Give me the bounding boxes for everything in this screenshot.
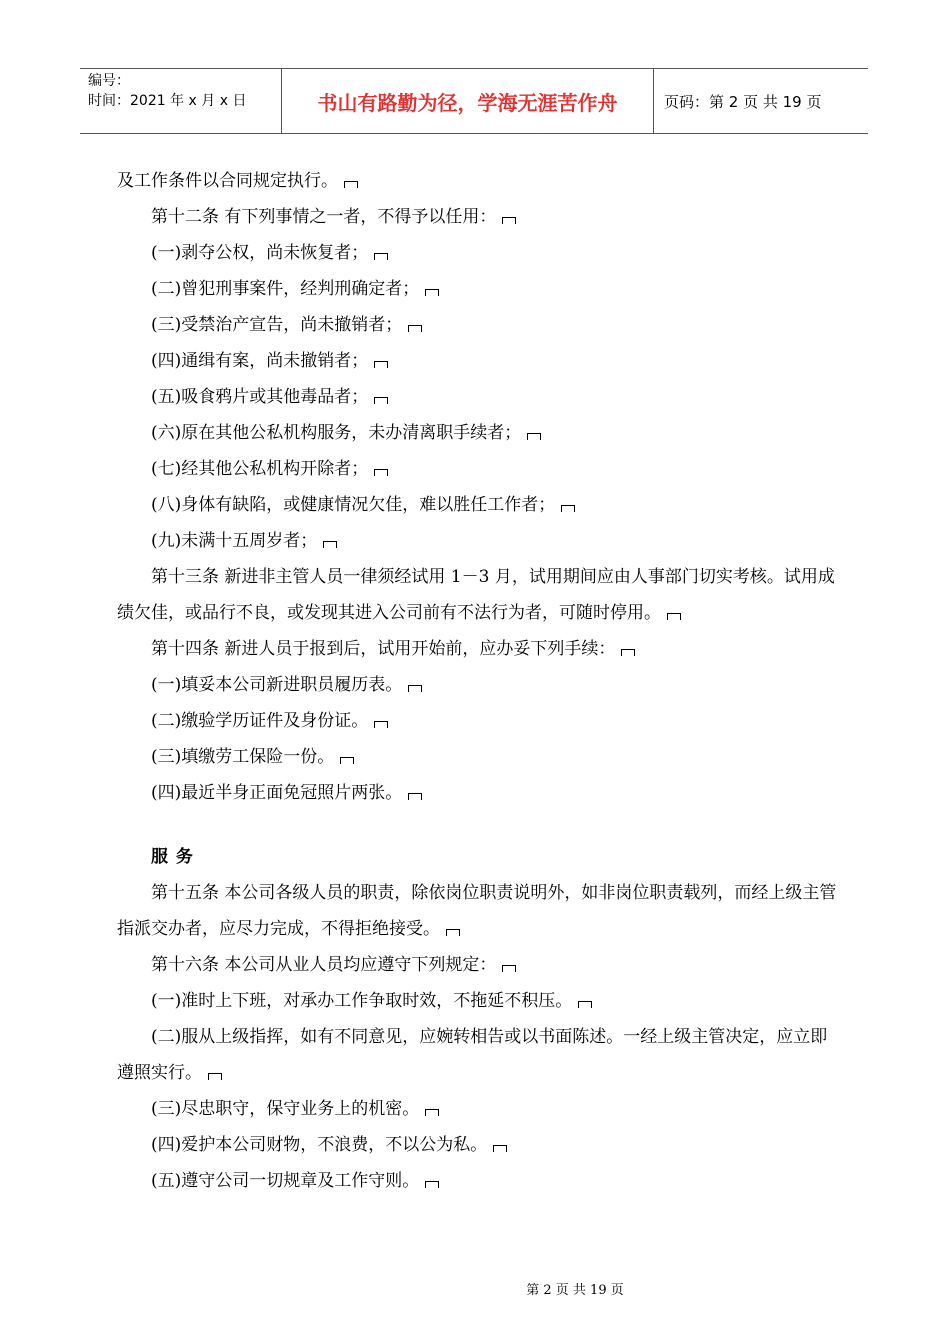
paragraph-text: (一)填妥本公司新进职员履历表。 (151, 675, 403, 695)
article-block-1 (117, 163, 837, 811)
paragraph-mark-icon (408, 793, 422, 800)
paragraph-text: 第十四条 新进人员于报到后，试用开始前，应办妥下列手续： (151, 639, 616, 659)
paragraph (117, 451, 837, 487)
paragraph (117, 379, 837, 415)
paragraph-mark-icon (425, 1109, 439, 1116)
code-label: 编号： (88, 73, 130, 89)
paragraph (117, 487, 837, 523)
paragraph-text: (一)剥夺公权，尚未恢复者； (151, 243, 369, 263)
paragraph-text: (三)填缴劳工保险一份。 (151, 747, 335, 767)
paragraph (117, 1163, 837, 1199)
paragraph-mark-icon (374, 469, 388, 476)
paragraph (117, 1091, 837, 1127)
paragraph (117, 559, 837, 631)
page-footer: 第 2 页 共 19 页 (526, 1283, 624, 1298)
paragraph-mark-icon (408, 685, 422, 692)
paragraph-mark-icon (578, 1001, 592, 1008)
paragraph-text: (三)尽忠职守，保守业务上的机密。 (151, 1099, 420, 1119)
paragraph-text: 第十二条 有下列事情之一者，不得予以任用： (151, 207, 497, 227)
paragraph-mark-icon (621, 649, 635, 656)
paragraph-mark-icon (344, 181, 358, 188)
paragraph-text: (八)身体有缺陷，或健康情况欠佳，难以胜任工作者； (151, 495, 556, 515)
paragraph-text: (四)爱护本公司财物，不浪费，不以公为私。 (151, 1135, 488, 1155)
paragraph-mark-icon (667, 613, 681, 620)
paragraph (117, 947, 837, 983)
paragraph (117, 1127, 837, 1163)
paragraph-text: (四)通缉有案，尚未撤销者； (151, 351, 369, 371)
paragraph-mark-icon (527, 433, 541, 440)
paragraph-text: (二)服从上级指挥，如有不同意见，应婉转相告或以书面陈述。一经上级主管决定，应立即遵照实行。 (117, 1027, 828, 1083)
paragraph-mark-icon (374, 397, 388, 404)
paragraph (117, 343, 837, 379)
paragraph-mark-icon (374, 361, 388, 368)
paragraph-text: (六)原在其他公私机构服务，未办清离职手续者； (151, 423, 522, 443)
document-body (117, 163, 837, 1199)
page-header (80, 68, 868, 134)
paragraph-text: 第十六条 本公司从业人员均应遵守下列规定： (151, 955, 497, 975)
paragraph-mark-icon (425, 289, 439, 296)
paragraph (117, 739, 837, 775)
paragraph (117, 271, 837, 307)
paragraph (117, 667, 837, 703)
paragraph-text: (五)吸食鸦片或其他毒品者； (151, 387, 369, 407)
paragraph-text: (七)经其他公私机构开除者； (151, 459, 369, 479)
paragraph (117, 199, 837, 235)
header-meta (80, 69, 282, 133)
paragraph-mark-icon (208, 1073, 222, 1080)
paragraph-text: (二)曾犯刑事案件，经判刑确定者； (151, 279, 420, 299)
paragraph-text: 第十五条 本公司各级人员的职责，除依岗位职责说明外，如非岗位职责载列，而经上级主管指派交办者，应尽力完成，不得拒绝接受。 (117, 883, 837, 939)
paragraph-text: (三)受禁治产宣告，尚未撤销者； (151, 315, 403, 335)
paragraph-text: (一)准时上下班，对承办工作争取时效，不拖延不积压。 (151, 991, 573, 1011)
article-block-2 (117, 875, 837, 1199)
paragraph (117, 875, 837, 947)
paragraph (117, 235, 837, 271)
paragraph-mark-icon (340, 757, 354, 764)
paragraph (117, 1019, 837, 1091)
paragraph-mark-icon (502, 217, 516, 224)
paragraph-mark-icon (425, 1181, 439, 1188)
paragraph-mark-icon (374, 253, 388, 260)
paragraph-mark-icon (446, 929, 460, 936)
header-page-info: 页码：第 2 页 共 19 页 (664, 92, 822, 111)
paragraph-text: (四)最近半身正面免冠照片两张。 (151, 783, 403, 803)
section-title: 服 务 (151, 847, 194, 867)
paragraph-text: (二)缴验学历证件及身份证。 (151, 711, 369, 731)
header-slogan: 书山有路勤为径，学海无涯苦作舟 (282, 69, 654, 133)
paragraph (117, 163, 837, 199)
paragraph-mark-icon (323, 541, 337, 548)
paragraph (117, 983, 837, 1019)
paragraph (117, 307, 837, 343)
paragraph (117, 523, 837, 559)
paragraph-text: 及工作条件以合同规定执行。 (117, 171, 338, 191)
paragraph (117, 631, 837, 667)
paragraph-text: 第十三条 新进非主管人员一律须经试用 1－3 月，试用期间应由人事部门切实考核。试用成绩欠佳，或品行不良，或发现其进入公司前有不法行为者，可随时停用。 (117, 567, 835, 623)
paragraph-mark-icon (408, 325, 422, 332)
paragraph-mark-icon (374, 721, 388, 728)
paragraph-mark-icon (561, 505, 575, 512)
paragraph (117, 775, 837, 811)
paragraph-mark-icon (493, 1145, 507, 1152)
date-label: 时间：2021 年 x 月 x 日 (88, 93, 247, 109)
paragraph-text: (九)未满十五周岁者； (151, 531, 318, 551)
paragraph-mark-icon (502, 965, 516, 972)
paragraph (117, 703, 837, 739)
paragraph (117, 415, 837, 451)
paragraph-text: (五)遵守公司一切规章及工作守则。 (151, 1171, 420, 1191)
